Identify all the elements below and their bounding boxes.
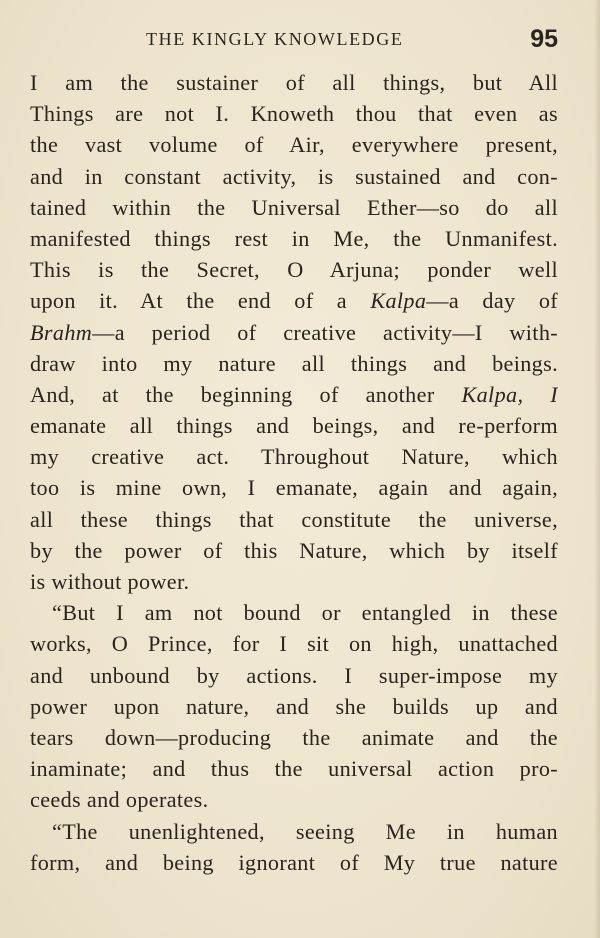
text-line <box>30 472 558 503</box>
text-line <box>30 816 558 847</box>
text-line <box>30 441 558 472</box>
text-line <box>30 847 558 878</box>
text-segment: form, and being ignorant of My true nature <box>30 849 558 875</box>
text-line <box>30 784 558 815</box>
text-segment: emanate all things and beings, and re-perform <box>30 413 558 439</box>
text-line <box>30 535 558 566</box>
text-line <box>30 753 558 784</box>
text-line <box>30 254 558 285</box>
text-segment: works, O Prince, for I sit on high, unattached <box>30 631 558 657</box>
text-line <box>30 566 558 597</box>
text-line <box>30 317 558 348</box>
text-segment: all these things that constitute the universe, <box>30 506 558 532</box>
text-line <box>30 223 558 254</box>
italic-term: Kalpa, I <box>461 381 558 407</box>
text-line <box>30 129 558 160</box>
text-line <box>30 161 558 192</box>
text-line <box>30 192 558 223</box>
text-line <box>30 691 558 722</box>
text-segment: manifested things rest in Me, the Unmanifest. <box>30 225 558 251</box>
text-segment: too is mine own, I emanate, again and again, <box>30 475 558 501</box>
text-segment: —a period of creative activity—I with- <box>92 319 558 345</box>
text-segment: “But I am not bound or entangled in these <box>52 600 558 626</box>
italic-term: Brahm <box>30 319 93 345</box>
text-line <box>30 722 558 753</box>
scan-edge-shadow <box>594 0 600 938</box>
text-segment: —a day of <box>426 288 558 314</box>
text-line <box>30 504 558 535</box>
text-line <box>30 67 558 98</box>
text-segment: inaminate; and thus the universal action pro- <box>30 756 558 782</box>
text-segment: upon it. At the end of a <box>30 288 371 314</box>
text-segment: draw into my nature all things and beings. <box>30 350 558 376</box>
text-segment: power upon nature, and she builds up and <box>30 693 558 719</box>
text-line <box>30 597 558 628</box>
page-number: 95 <box>530 25 558 53</box>
text-segment: This is the Secret, O Arjuna; ponder well <box>30 257 558 283</box>
text-line <box>30 285 558 316</box>
text-segment: is without power. <box>30 569 190 594</box>
italic-term: Kalpa <box>370 288 427 314</box>
text-segment: “The unenlightened, seeing Me in human <box>52 818 558 844</box>
text-line <box>30 660 558 691</box>
text-segment: the vast volume of Air, everywhere present, <box>30 132 558 158</box>
text-segment: my creative act. Throughout Nature, which <box>30 444 558 470</box>
text-segment: ceeds and operates. <box>30 787 209 813</box>
text-segment: tained within the Universal Ether—so do all <box>30 194 558 220</box>
text-segment: and unbound by actions. I super-impose my <box>30 662 558 688</box>
text-segment: I am the sustainer of all things, but All <box>30 70 558 95</box>
text-segment: And, at the beginning of another <box>30 381 462 407</box>
page-header <box>30 26 558 54</box>
text-line <box>30 628 558 659</box>
running-head: THE KINGLY KNOWLEDGE <box>146 29 404 49</box>
text-line <box>30 348 558 379</box>
text-line <box>30 410 558 441</box>
text-line <box>30 379 558 410</box>
text-segment: Things are not I. Knoweth thou that even as <box>30 101 558 127</box>
body-text <box>30 67 558 878</box>
text-segment: tears down—producing the animate and the <box>30 724 558 750</box>
text-segment: and in constant activity, is sustained and con- <box>30 163 558 189</box>
text-line <box>30 98 558 129</box>
text-segment: by the power of this Nature, which by itself <box>30 537 558 563</box>
